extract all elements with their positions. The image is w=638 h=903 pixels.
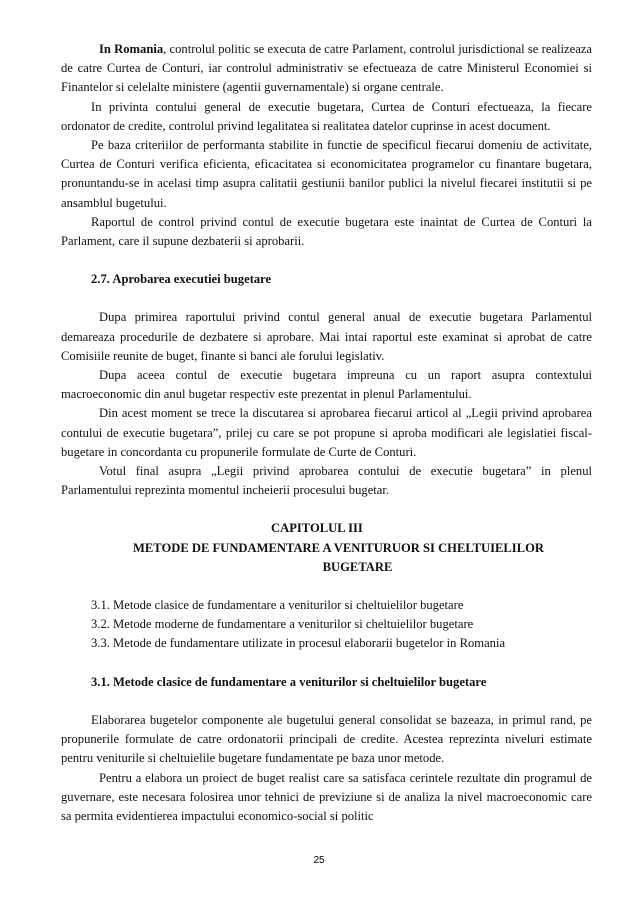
page-number: 25 — [313, 855, 325, 866]
paragraph-vot-final: Votul final asupra „Legii privind aprobarea contului de executie bugetara” in plenul Parlamentului reprezinta momentul incheierii procesului bugetar. — [61, 464, 592, 498]
paragraph-primirea: Dupa primirea raportului privind contul general anual de executie bugetara Parlamentul demareaza procedurile de dezbatere si aprobare. Mai intai raportul este examinat si aprobat de catre Comisiile reunite de buget, finante si banci ale forului legislativ. — [61, 310, 592, 363]
paragraph-discutarea: Din acest moment se trece la discutarea si aprobarea fiecarui articol al „Legii privind aprobarea contului de executie bugetara”, prilej cu care se pot propune si aproba modificari ale legislatiei fiscal-bugetare in concordanta cu propunerile formulate de Curte de Conturi. — [61, 406, 592, 459]
toc-item: 3.1. Metode clasice de fundamentare a veniturilor si cheltuielilor bugetare — [91, 598, 464, 613]
paragraph-control-text: , controlul politic se executa de catre Parlament, controlul jurisdictional se realizeaza de catre Curtea de Conturi, iar controlul administrativ se efectueaza de catre Ministerul Economiei si Finantelor si celelalte ministere (agentii guvernamentale) si organe centrale. — [61, 42, 592, 95]
paragraph-cont-general: In privinta contului general de executie bugetara, Curtea de Conturi efectueaza, la fiecare ordonator de credite, controlul privind legalitatea si realitatea datelor cuprinse in acest document. — [61, 99, 592, 133]
toc-item: 3.3. Metode de fundamentare utilizate in procesul elaborarii bugetelor in Romania — [91, 636, 506, 651]
paragraph-dupa-aceea: Dupa aceea contul de executie bugetara impreuna cu un raport asupra contextului macroeconomic din anul bugetar respectiv este prezentat in plenul Parlamentului. — [61, 368, 592, 402]
paragraph-pentru-a-elabora: Pentru a elabora un proiect de buget realist care sa satisfaca cerintele rezultate din programul de guvernare, este necesara folosirea unor tehnici de previziune si de analiza la nivel macroeconomic care sa permita evidentierea impactului economico-social si politic — [61, 770, 592, 823]
chapter-title-line-1: METODE DE FUNDAMENTARE A VENITURUOR SI CHELTUIELILOR — [132, 540, 544, 555]
chapter-title-block — [61, 519, 592, 577]
chapter-contents-list — [61, 596, 592, 654]
chapter-number: CAPITOLUL III — [271, 521, 363, 536]
chapter-title-line-2: BUGETARE — [322, 559, 393, 574]
paragraph-control — [61, 40, 592, 98]
paragraph-criterii: Pe baza criteriilor de performanta stabilite in functie de specificul fiecarui domeniu de activitate, Curtea de Conturi verifica eficienta, eficacitatea si economicitatea programelor cu finantare bugetara, pronuntandu-se in acelasi timp asupra calitatii gestiunii banilor publici la nivelul fiecarei institutii si pe ansamblul bugetului. — [61, 138, 592, 210]
paragraph-elaborarea: Elaborarea bugetelor componente ale bugetului general consolidat se bazeaza, in primul rand, pe propunerile formulate de catre ordonatorii principali de credite. Acestea reprezinta niveluri estimate pentru veniturile si cheltuielile bugetare fundamentate pe baza unor metode. — [61, 712, 592, 766]
section-heading-2-7: 2.7. Aprobarea executiei bugetare — [91, 272, 272, 287]
romania-lead: In Romania — [99, 42, 164, 56]
section-heading-3-1: 3.1. Metode clasice de fundamentare a veniturilor si cheltuielilor bugetare — [91, 674, 487, 689]
toc-item: 3.2. Metode moderne de fundamentare a veniturilor si cheltuielilor bugetare — [91, 617, 474, 632]
paragraph-raport: Raportul de control privind contul de executie bugetara este inaintat de Curtea de Conturi la Parlament, care il supune dezbaterii si aprobarii. — [61, 214, 592, 249]
